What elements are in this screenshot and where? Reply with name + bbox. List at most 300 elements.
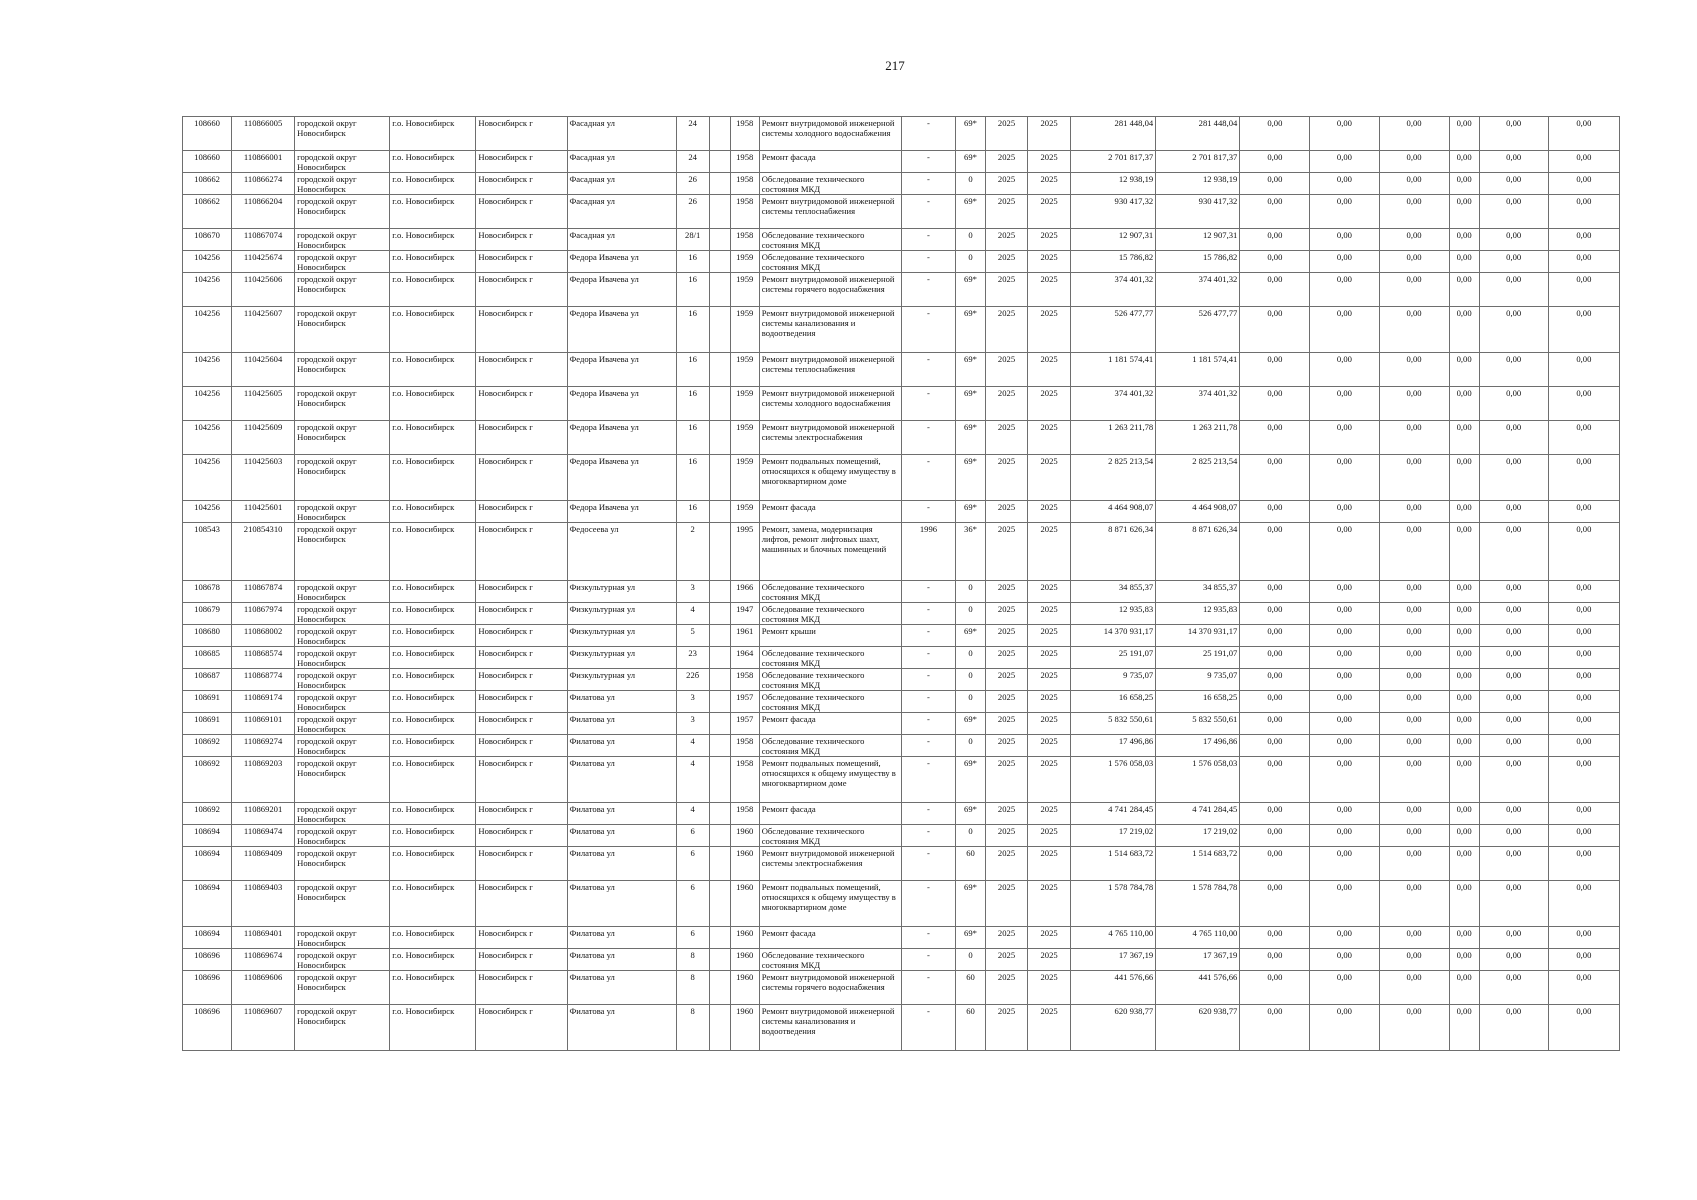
cell-other-funds: 0,00 <box>1548 117 1619 151</box>
cell-work-type: Ремонт подвальных помещений, относящихся к общему имуществу в многоквартирном доме <box>759 757 901 803</box>
cell-lift-year: - <box>901 949 955 971</box>
cell-budget-federal: 0,00 <box>1240 117 1310 151</box>
cell-work-id: 110425609 <box>232 421 295 455</box>
cell-wear-percent: 69* <box>955 353 985 387</box>
cell-plan-year-start: 2025 <box>986 603 1028 625</box>
cell-fund-cost: 4 741 284,45 <box>1156 803 1240 825</box>
cell-wear-percent: 69* <box>955 307 985 353</box>
cell-work-type: Обследование технического состояния МКД <box>759 691 901 713</box>
cell-other-funds: 0,00 <box>1548 881 1619 927</box>
cell-municipality: городской округ Новосибирск <box>295 273 390 307</box>
cell-wear-percent: 60 <box>955 971 985 1005</box>
cell-plan-year-start: 2025 <box>986 421 1028 455</box>
cell-budget-regional: 0,00 <box>1310 927 1379 949</box>
cell-wear-percent: 69* <box>955 927 985 949</box>
cell-building <box>709 735 730 757</box>
cell-street: Филатова ул <box>567 713 676 735</box>
cell-year-built: 1960 <box>730 881 759 927</box>
cell-col-20: 0,00 <box>1449 949 1479 971</box>
cell-year-built: 1964 <box>730 647 759 669</box>
cell-budget-local: 0,00 <box>1379 949 1449 971</box>
cell-fund-cost: 1 576 058,03 <box>1156 757 1240 803</box>
cell-municipality: городской округ Новосибирск <box>295 803 390 825</box>
cell-wear-percent: 0 <box>955 173 985 195</box>
cell-col-20: 0,00 <box>1449 669 1479 691</box>
cell-other-funds: 0,00 <box>1548 757 1619 803</box>
cell-street: Филатова ул <box>567 971 676 1005</box>
cell-fund-cost: 15 786,82 <box>1156 251 1240 273</box>
cell-col-20: 0,00 <box>1449 647 1479 669</box>
cell-building <box>709 691 730 713</box>
cell-wear-percent: 69* <box>955 195 985 229</box>
cell-street: Физкультурная ул <box>567 603 676 625</box>
cell-locality: Новосибирск г <box>476 625 567 647</box>
cell-total-cost: 4 464 908,07 <box>1071 501 1156 523</box>
cell-fund-cost: 4 765 110,00 <box>1156 927 1240 949</box>
cell-budget-federal: 0,00 <box>1240 949 1310 971</box>
cell-lift-year: - <box>901 625 955 647</box>
table-row <box>183 251 1620 273</box>
cell-work-id: 110869674 <box>232 949 295 971</box>
cell-budget-local: 0,00 <box>1379 273 1449 307</box>
cell-municipality: городской округ Новосибирск <box>295 1005 390 1051</box>
cell-plan-year-end: 2025 <box>1028 881 1071 927</box>
cell-locality: Новосибирск г <box>476 117 567 151</box>
cell-year-built: 1966 <box>730 581 759 603</box>
cell-year-built: 1960 <box>730 825 759 847</box>
cell-work-id: 110866274 <box>232 173 295 195</box>
cell-plan-year-start: 2025 <box>986 455 1028 501</box>
cell-budget-federal: 0,00 <box>1240 647 1310 669</box>
cell-plan-year-start: 2025 <box>986 735 1028 757</box>
cell-year-built: 1959 <box>730 387 759 421</box>
table-row <box>183 455 1620 501</box>
cell-building <box>709 421 730 455</box>
cell-plan-year-end: 2025 <box>1028 825 1071 847</box>
cell-house-number: 6 <box>676 825 709 847</box>
cell-municipality: городской округ Новосибирск <box>295 195 390 229</box>
cell-work-type: Ремонт внутридомовой инженерной системы горячего водоснабжения <box>759 971 901 1005</box>
cell-locality: Новосибирск г <box>476 691 567 713</box>
cell-year-built: 1957 <box>730 713 759 735</box>
cell-locality: Новосибирск г <box>476 273 567 307</box>
cell-locality: Новосибирск г <box>476 669 567 691</box>
cell-settlement: г.о. Новосибирск <box>390 603 476 625</box>
cell-fund-cost: 5 832 550,61 <box>1156 713 1240 735</box>
cell-owners-funds: 0,00 <box>1479 251 1548 273</box>
cell-budget-federal: 0,00 <box>1240 713 1310 735</box>
cell-plan-year-start: 2025 <box>986 825 1028 847</box>
cell-municipality: городской округ Новосибирск <box>295 251 390 273</box>
table-row <box>183 353 1620 387</box>
cell-total-cost: 1 514 683,72 <box>1071 847 1156 881</box>
cell-locality: Новосибирск г <box>476 647 567 669</box>
cell-municipality: городской округ Новосибирск <box>295 173 390 195</box>
cell-col-20: 0,00 <box>1449 691 1479 713</box>
cell-fund-cost: 1 578 784,78 <box>1156 881 1240 927</box>
cell-fund-cost: 374 401,32 <box>1156 387 1240 421</box>
cell-budget-regional: 0,00 <box>1310 581 1379 603</box>
cell-street: Федора Ивачева ул <box>567 387 676 421</box>
cell-budget-local: 0,00 <box>1379 603 1449 625</box>
cell-municipality: городской округ Новосибирск <box>295 421 390 455</box>
cell-locality: Новосибирск г <box>476 927 567 949</box>
cell-work-id: 110868002 <box>232 625 295 647</box>
cell-work-id: 110869401 <box>232 927 295 949</box>
cell-budget-federal: 0,00 <box>1240 229 1310 251</box>
cell-year-built: 1960 <box>730 1005 759 1051</box>
cell-fund-cost: 16 658,25 <box>1156 691 1240 713</box>
cell-owners-funds: 0,00 <box>1479 151 1548 173</box>
cell-work-type: Обследование технического состояния МКД <box>759 647 901 669</box>
cell-budget-local: 0,00 <box>1379 847 1449 881</box>
cell-work-type: Ремонт фасада <box>759 501 901 523</box>
cell-wear-percent: 0 <box>955 603 985 625</box>
cell-object-id: 104256 <box>183 251 232 273</box>
cell-object-id: 108685 <box>183 647 232 669</box>
table-row <box>183 881 1620 927</box>
cell-other-funds: 0,00 <box>1548 387 1619 421</box>
cell-budget-local: 0,00 <box>1379 173 1449 195</box>
cell-work-type: Ремонт фасада <box>759 927 901 949</box>
cell-work-type: Ремонт внутридомовой инженерной системы электроснабжения <box>759 421 901 455</box>
cell-wear-percent: 0 <box>955 251 985 273</box>
cell-budget-regional: 0,00 <box>1310 273 1379 307</box>
cell-col-20: 0,00 <box>1449 825 1479 847</box>
cell-plan-year-start: 2025 <box>986 847 1028 881</box>
cell-owners-funds: 0,00 <box>1479 949 1548 971</box>
cell-budget-local: 0,00 <box>1379 353 1449 387</box>
cell-lift-year: - <box>901 195 955 229</box>
cell-building <box>709 757 730 803</box>
cell-plan-year-start: 2025 <box>986 713 1028 735</box>
cell-house-number: 24 <box>676 151 709 173</box>
cell-other-funds: 0,00 <box>1548 647 1619 669</box>
cell-locality: Новосибирск г <box>476 229 567 251</box>
cell-settlement: г.о. Новосибирск <box>390 229 476 251</box>
cell-house-number: 16 <box>676 353 709 387</box>
cell-plan-year-end: 2025 <box>1028 803 1071 825</box>
cell-budget-federal: 0,00 <box>1240 523 1310 581</box>
cell-budget-local: 0,00 <box>1379 307 1449 353</box>
cell-plan-year-end: 2025 <box>1028 847 1071 881</box>
cell-object-id: 108691 <box>183 691 232 713</box>
cell-settlement: г.о. Новосибирск <box>390 501 476 523</box>
cell-col-20: 0,00 <box>1449 847 1479 881</box>
cell-settlement: г.о. Новосибирск <box>390 117 476 151</box>
cell-total-cost: 12 935,83 <box>1071 603 1156 625</box>
cell-owners-funds: 0,00 <box>1479 927 1548 949</box>
cell-street: Филатова ул <box>567 803 676 825</box>
cell-work-id: 110869409 <box>232 847 295 881</box>
cell-budget-federal: 0,00 <box>1240 501 1310 523</box>
cell-building <box>709 501 730 523</box>
cell-object-id: 108678 <box>183 581 232 603</box>
table-row <box>183 603 1620 625</box>
cell-house-number: 16 <box>676 501 709 523</box>
cell-lift-year: - <box>901 735 955 757</box>
cell-plan-year-start: 2025 <box>986 1005 1028 1051</box>
cell-street: Филатова ул <box>567 691 676 713</box>
cell-col-20: 0,00 <box>1449 735 1479 757</box>
cell-settlement: г.о. Новосибирск <box>390 581 476 603</box>
cell-object-id: 108687 <box>183 669 232 691</box>
cell-owners-funds: 0,00 <box>1479 803 1548 825</box>
cell-municipality: городской округ Новосибирск <box>295 669 390 691</box>
cell-municipality: городской округ Новосибирск <box>295 625 390 647</box>
cell-col-20: 0,00 <box>1449 523 1479 581</box>
cell-budget-regional: 0,00 <box>1310 669 1379 691</box>
cell-building <box>709 251 730 273</box>
cell-object-id: 108692 <box>183 735 232 757</box>
cell-municipality: городской округ Новосибирск <box>295 825 390 847</box>
cell-budget-local: 0,00 <box>1379 455 1449 501</box>
cell-lift-year: - <box>901 757 955 803</box>
cell-plan-year-start: 2025 <box>986 581 1028 603</box>
cell-budget-regional: 0,00 <box>1310 949 1379 971</box>
cell-settlement: г.о. Новосибирск <box>390 1005 476 1051</box>
cell-fund-cost: 281 448,04 <box>1156 117 1240 151</box>
cell-year-built: 1959 <box>730 501 759 523</box>
cell-owners-funds: 0,00 <box>1479 353 1548 387</box>
cell-fund-cost: 9 735,07 <box>1156 669 1240 691</box>
cell-fund-cost: 17 219,02 <box>1156 825 1240 847</box>
cell-col-20: 0,00 <box>1449 353 1479 387</box>
cell-work-id: 110869606 <box>232 971 295 1005</box>
cell-house-number: 26 <box>676 173 709 195</box>
cell-budget-federal: 0,00 <box>1240 971 1310 1005</box>
cell-settlement: г.о. Новосибирск <box>390 881 476 927</box>
cell-budget-regional: 0,00 <box>1310 151 1379 173</box>
cell-lift-year: - <box>901 353 955 387</box>
cell-wear-percent: 60 <box>955 847 985 881</box>
cell-budget-federal: 0,00 <box>1240 625 1310 647</box>
cell-wear-percent: 60 <box>955 1005 985 1051</box>
cell-settlement: г.о. Новосибирск <box>390 307 476 353</box>
cell-work-type: Обследование технического состояния МКД <box>759 669 901 691</box>
cell-year-built: 1958 <box>730 669 759 691</box>
table-row <box>183 691 1620 713</box>
cell-plan-year-end: 2025 <box>1028 151 1071 173</box>
cell-locality: Новосибирск г <box>476 421 567 455</box>
cell-wear-percent: 36* <box>955 523 985 581</box>
cell-building <box>709 847 730 881</box>
cell-object-id: 104256 <box>183 455 232 501</box>
cell-col-20: 0,00 <box>1449 195 1479 229</box>
cell-other-funds: 0,00 <box>1548 151 1619 173</box>
cell-wear-percent: 69* <box>955 117 985 151</box>
cell-street: Федора Ивачева ул <box>567 353 676 387</box>
cell-plan-year-end: 2025 <box>1028 273 1071 307</box>
cell-wear-percent: 0 <box>955 949 985 971</box>
cell-plan-year-end: 2025 <box>1028 735 1071 757</box>
cell-fund-cost: 620 938,77 <box>1156 1005 1240 1051</box>
cell-total-cost: 34 855,37 <box>1071 581 1156 603</box>
cell-budget-regional: 0,00 <box>1310 713 1379 735</box>
cell-owners-funds: 0,00 <box>1479 229 1548 251</box>
cell-building <box>709 307 730 353</box>
cell-plan-year-end: 2025 <box>1028 421 1071 455</box>
cell-house-number: 3 <box>676 713 709 735</box>
cell-building <box>709 927 730 949</box>
cell-settlement: г.о. Новосибирск <box>390 949 476 971</box>
cell-owners-funds: 0,00 <box>1479 847 1548 881</box>
cell-municipality: городской округ Новосибирск <box>295 949 390 971</box>
cell-col-20: 0,00 <box>1449 881 1479 927</box>
cell-building <box>709 1005 730 1051</box>
cell-work-id: 110869607 <box>232 1005 295 1051</box>
cell-budget-local: 0,00 <box>1379 581 1449 603</box>
cell-year-built: 1958 <box>730 195 759 229</box>
cell-house-number: 16 <box>676 455 709 501</box>
cell-owners-funds: 0,00 <box>1479 455 1548 501</box>
cell-object-id: 108679 <box>183 603 232 625</box>
cell-work-id: 110869474 <box>232 825 295 847</box>
cell-other-funds: 0,00 <box>1548 603 1619 625</box>
cell-work-id: 110869101 <box>232 713 295 735</box>
cell-work-type: Ремонт внутридомовой инженерной системы теплоснабжения <box>759 195 901 229</box>
cell-work-type: Обследование технического состояния МКД <box>759 949 901 971</box>
cell-plan-year-start: 2025 <box>986 691 1028 713</box>
cell-locality: Новосибирск г <box>476 581 567 603</box>
cell-house-number: 23 <box>676 647 709 669</box>
cell-plan-year-start: 2025 <box>986 117 1028 151</box>
cell-total-cost: 374 401,32 <box>1071 387 1156 421</box>
cell-lift-year: - <box>901 825 955 847</box>
cell-plan-year-start: 2025 <box>986 353 1028 387</box>
cell-locality: Новосибирск г <box>476 173 567 195</box>
cell-work-type: Ремонт внутридомовой инженерной системы холодного водоснабжения <box>759 117 901 151</box>
cell-wear-percent: 69* <box>955 713 985 735</box>
table-row <box>183 581 1620 603</box>
cell-year-built: 1958 <box>730 735 759 757</box>
cell-object-id: 108696 <box>183 971 232 1005</box>
cell-locality: Новосибирск г <box>476 353 567 387</box>
cell-building <box>709 803 730 825</box>
cell-house-number: 4 <box>676 757 709 803</box>
table-row <box>183 735 1620 757</box>
cell-wear-percent: 69* <box>955 757 985 803</box>
cell-total-cost: 8 871 626,34 <box>1071 523 1156 581</box>
cell-lift-year: - <box>901 117 955 151</box>
cell-work-type: Ремонт внутридомовой инженерной системы холодного водоснабжения <box>759 387 901 421</box>
cell-building <box>709 625 730 647</box>
cell-plan-year-end: 2025 <box>1028 713 1071 735</box>
cell-owners-funds: 0,00 <box>1479 387 1548 421</box>
cell-fund-cost: 930 417,32 <box>1156 195 1240 229</box>
cell-work-id: 110866005 <box>232 117 295 151</box>
cell-municipality: городской округ Новосибирск <box>295 581 390 603</box>
cell-owners-funds: 0,00 <box>1479 581 1548 603</box>
table-row <box>183 927 1620 949</box>
cell-budget-federal: 0,00 <box>1240 251 1310 273</box>
cell-object-id: 108692 <box>183 757 232 803</box>
cell-settlement: г.о. Новосибирск <box>390 273 476 307</box>
cell-municipality: городской округ Новосибирск <box>295 691 390 713</box>
table-row <box>183 1005 1620 1051</box>
cell-budget-federal: 0,00 <box>1240 581 1310 603</box>
cell-work-id: 110868774 <box>232 669 295 691</box>
cell-plan-year-end: 2025 <box>1028 927 1071 949</box>
cell-municipality: городской округ Новосибирск <box>295 927 390 949</box>
cell-building <box>709 647 730 669</box>
cell-street: Физкультурная ул <box>567 625 676 647</box>
cell-total-cost: 1 181 574,41 <box>1071 353 1156 387</box>
cell-lift-year: - <box>901 803 955 825</box>
cell-municipality: городской округ Новосибирск <box>295 603 390 625</box>
cell-lift-year: - <box>901 927 955 949</box>
cell-budget-local: 0,00 <box>1379 421 1449 455</box>
cell-wear-percent: 0 <box>955 669 985 691</box>
cell-plan-year-end: 2025 <box>1028 501 1071 523</box>
cell-budget-federal: 0,00 <box>1240 825 1310 847</box>
cell-col-20: 0,00 <box>1449 603 1479 625</box>
cell-fund-cost: 34 855,37 <box>1156 581 1240 603</box>
cell-street: Филатова ул <box>567 927 676 949</box>
cell-work-id: 110869174 <box>232 691 295 713</box>
cell-plan-year-end: 2025 <box>1028 387 1071 421</box>
cell-fund-cost: 8 871 626,34 <box>1156 523 1240 581</box>
table-row <box>183 173 1620 195</box>
cell-settlement: г.о. Новосибирск <box>390 691 476 713</box>
table-row <box>183 501 1620 523</box>
cell-municipality: городской округ Новосибирск <box>295 647 390 669</box>
table-row <box>183 421 1620 455</box>
cell-settlement: г.о. Новосибирск <box>390 173 476 195</box>
cell-other-funds: 0,00 <box>1548 173 1619 195</box>
cell-building <box>709 949 730 971</box>
cell-object-id: 108543 <box>183 523 232 581</box>
table-row <box>183 307 1620 353</box>
cell-total-cost: 17 496,86 <box>1071 735 1156 757</box>
cell-budget-federal: 0,00 <box>1240 603 1310 625</box>
cell-street: Федора Ивачева ул <box>567 273 676 307</box>
cell-work-id: 110425604 <box>232 353 295 387</box>
cell-col-20: 0,00 <box>1449 455 1479 501</box>
cell-object-id: 108691 <box>183 713 232 735</box>
cell-fund-cost: 4 464 908,07 <box>1156 501 1240 523</box>
cell-settlement: г.о. Новосибирск <box>390 251 476 273</box>
cell-plan-year-start: 2025 <box>986 387 1028 421</box>
cell-street: Фасадная ул <box>567 173 676 195</box>
cell-budget-federal: 0,00 <box>1240 387 1310 421</box>
cell-locality: Новосибирск г <box>476 501 567 523</box>
cell-year-built: 1959 <box>730 273 759 307</box>
cell-plan-year-end: 2025 <box>1028 1005 1071 1051</box>
cell-street: Филатова ул <box>567 1005 676 1051</box>
cell-plan-year-start: 2025 <box>986 647 1028 669</box>
cell-budget-federal: 0,00 <box>1240 151 1310 173</box>
cell-locality: Новосибирск г <box>476 949 567 971</box>
cell-settlement: г.о. Новосибирск <box>390 523 476 581</box>
cell-budget-federal: 0,00 <box>1240 691 1310 713</box>
table-row <box>183 847 1620 881</box>
cell-house-number: 26 <box>676 195 709 229</box>
cell-street: Физкультурная ул <box>567 581 676 603</box>
cell-lift-year: - <box>901 647 955 669</box>
cell-col-20: 0,00 <box>1449 803 1479 825</box>
cell-locality: Новосибирск г <box>476 523 567 581</box>
cell-budget-regional: 0,00 <box>1310 735 1379 757</box>
cell-lift-year: - <box>901 455 955 501</box>
cell-house-number: 2 <box>676 523 709 581</box>
table-row <box>183 387 1620 421</box>
table-row <box>183 713 1620 735</box>
cell-work-type: Ремонт подвальных помещений, относящихся к общему имуществу в многоквартирном доме <box>759 455 901 501</box>
cell-work-type: Обследование технического состояния МКД <box>759 229 901 251</box>
cell-other-funds: 0,00 <box>1548 353 1619 387</box>
cell-budget-federal: 0,00 <box>1240 803 1310 825</box>
